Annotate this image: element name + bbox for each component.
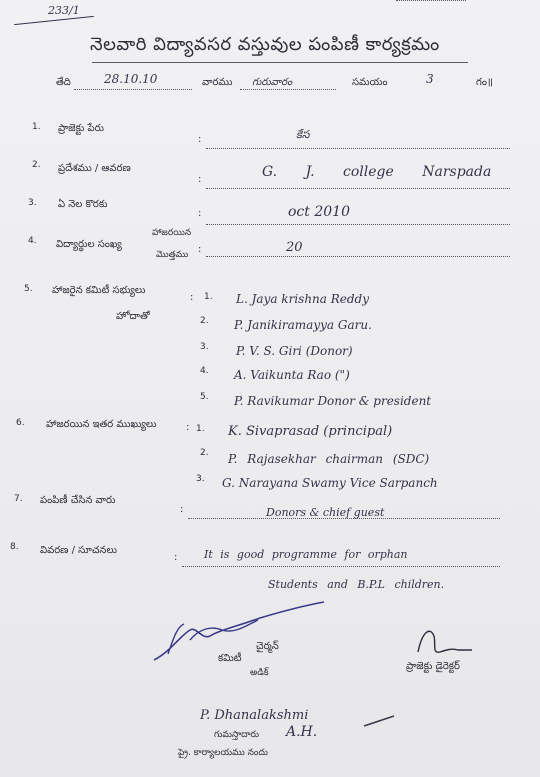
header-rule bbox=[14, 16, 94, 25]
director-label: ప్రాజెక్టు డైరెక్టర్ bbox=[406, 661, 460, 672]
pen-mark bbox=[360, 712, 400, 732]
time-dots bbox=[396, 0, 466, 1]
date-value: 28.10.10 bbox=[104, 72, 158, 86]
item-1-value: కేస bbox=[296, 128, 310, 141]
committee-member-2-number: 2. bbox=[200, 316, 209, 326]
committee-label: కమిటీ bbox=[218, 653, 242, 664]
other-member-3: G. Narayana Swamy Vice Sarpanch bbox=[222, 476, 438, 490]
item-8-label: వివరణ / సూచనలు bbox=[40, 545, 118, 556]
item-1-dots bbox=[206, 148, 510, 149]
item-3-colon: : bbox=[198, 208, 202, 219]
item-7-label: పంపిణీ చేసిన వారు bbox=[40, 495, 116, 506]
committee-member-5-number: 5. bbox=[200, 392, 209, 402]
item-2-dots bbox=[206, 188, 510, 189]
committee-member-3-number: 3. bbox=[200, 342, 209, 352]
chairman-label: చైర్మన్ bbox=[256, 641, 279, 652]
item-8-remarks-line-2: Students and B.P.L children. bbox=[268, 578, 445, 591]
clerk-title: A.H. bbox=[286, 724, 318, 740]
committee-member-2: P. Janikiramayya Garu. bbox=[234, 318, 372, 332]
item-8-colon: : bbox=[174, 552, 178, 563]
item-4-colon: : bbox=[198, 244, 202, 255]
item-4-value: 20 bbox=[286, 240, 303, 255]
other-member-1-number: 1. bbox=[196, 424, 205, 434]
item-7-value: Donors & chief guest bbox=[266, 506, 385, 519]
office-label: ప్రై. కార్యాలయము నందు bbox=[178, 748, 268, 758]
clerk-label: గుమస్తాదారు bbox=[214, 730, 259, 740]
item-3-value: oct 2010 bbox=[288, 204, 350, 220]
title-underline bbox=[92, 62, 468, 63]
item-6-colon: : bbox=[186, 422, 190, 433]
item-3-label: ఏ నెల కొరకు bbox=[58, 199, 108, 210]
director-signature bbox=[412, 622, 502, 662]
committee-member-1-number: 1. bbox=[204, 292, 213, 302]
item-8-remarks-line-1: It is good programme for orphan bbox=[204, 548, 408, 561]
committee-member-4: A. Vaikunta Rao (") bbox=[234, 368, 350, 382]
item-6-label: హాజరయిన ఇతర ముఖ్యులు bbox=[46, 419, 157, 430]
item-4-number: 4. bbox=[28, 236, 37, 246]
item-4-label-bottom: మొత్తము bbox=[156, 250, 189, 260]
other-member-1: K. Sivaprasad (principal) bbox=[228, 424, 393, 439]
form-title: నెలవారి విద్యావసర వస్తువుల పంపిణీ కార్యక్రమం bbox=[90, 34, 440, 55]
item-4-dots bbox=[206, 256, 510, 257]
committee-member-1: L. Jaya krishna Reddy bbox=[236, 292, 370, 306]
item-5-number: 5. bbox=[24, 284, 33, 294]
committee-member-5: P. Ravikumar Donor & president bbox=[234, 394, 432, 408]
committee-member-3: P. V. S. Giri (Donor) bbox=[236, 344, 353, 358]
day-label: వారము bbox=[202, 77, 233, 88]
item-4-label-top: హాజరయిన bbox=[152, 228, 192, 238]
item-1-label: ప్రాజెక్టు పేరు bbox=[58, 123, 104, 134]
item-8-number: 8. bbox=[10, 542, 19, 552]
item-2-colon: : bbox=[198, 174, 202, 185]
item-5-label: హాజరైన కమిటీ సభ్యులు bbox=[52, 285, 146, 296]
time-label: సమయం bbox=[352, 77, 388, 88]
other-member-2-number: 2. bbox=[200, 448, 209, 458]
item-2-number: 2. bbox=[32, 160, 41, 170]
date-label: తేది bbox=[56, 77, 71, 88]
item-1-colon: : bbox=[198, 134, 202, 145]
item-1-number: 1. bbox=[32, 122, 41, 132]
item-4-label: విద్యార్థుల సంఖ్య bbox=[56, 239, 122, 250]
clerk-name: P. Dhanalakshmi bbox=[200, 708, 309, 723]
item-3-dots bbox=[206, 224, 510, 225]
item-7-colon: : bbox=[180, 504, 184, 515]
day-value: గురువారం bbox=[252, 77, 293, 88]
other-member-3-number: 3. bbox=[196, 474, 205, 484]
item-6-number: 6. bbox=[16, 418, 25, 428]
item-8-dots-1 bbox=[182, 566, 500, 567]
item-5-colon: : bbox=[190, 292, 194, 303]
item-3-number: 3. bbox=[28, 198, 37, 208]
date-dots bbox=[74, 89, 192, 90]
time-value: 3 bbox=[426, 72, 434, 86]
address-label: అడిక్ bbox=[250, 668, 269, 678]
item-5-sub-label: హోదాతో bbox=[116, 311, 150, 322]
item-2-label: ప్రదేశము / ఆవరణ bbox=[58, 163, 131, 174]
time-unit: గం॥ bbox=[476, 77, 493, 88]
reference-mark: 233/1 bbox=[48, 4, 80, 17]
other-member-2: P. Rajasekhar chairman (SDC) bbox=[228, 452, 430, 466]
item-7-number: 7. bbox=[14, 494, 23, 504]
committee-member-4-number: 4. bbox=[200, 366, 209, 376]
item-2-value: G. J. college Narspada bbox=[262, 164, 492, 180]
